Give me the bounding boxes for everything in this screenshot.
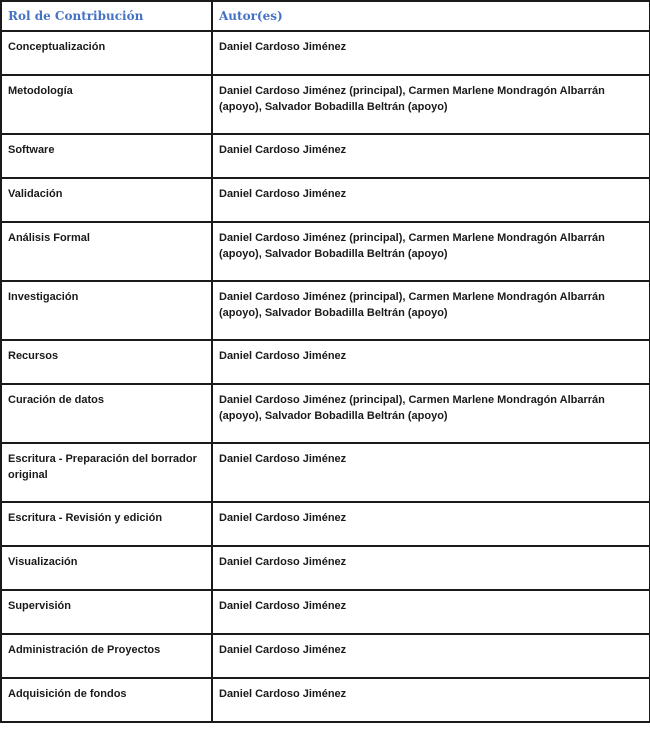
table-row <box>1 178 650 222</box>
role-cell: Validación <box>1 178 212 222</box>
authors-cell: Daniel Cardoso Jiménez <box>212 443 650 502</box>
authors-cell: Daniel Cardoso Jiménez (principal), Carmen Marlene Mondragón Albarrán (apoyo), Salvador Bobadilla Beltrán (apoyo) <box>212 222 650 281</box>
role-cell: Curación de datos <box>1 384 212 443</box>
role-cell: Software <box>1 134 212 178</box>
table-row <box>1 634 650 678</box>
role-cell: Supervisión <box>1 590 212 634</box>
table-row <box>1 443 650 502</box>
authors-cell: Daniel Cardoso Jiménez <box>212 590 650 634</box>
role-cell: Metodología <box>1 75 212 134</box>
role-cell: Investigación <box>1 281 212 340</box>
table-row <box>1 281 650 340</box>
table-row <box>1 590 650 634</box>
role-cell: Adquisición de fondos <box>1 678 212 722</box>
table-header-row <box>1 1 650 31</box>
authors-cell: Daniel Cardoso Jiménez <box>212 502 650 546</box>
role-cell: Recursos <box>1 340 212 384</box>
authors-cell: Daniel Cardoso Jiménez <box>212 178 650 222</box>
authors-cell: Daniel Cardoso Jiménez <box>212 546 650 590</box>
authors-cell: Daniel Cardoso Jiménez <box>212 634 650 678</box>
table-row <box>1 340 650 384</box>
header-authors: Autor(es) <box>212 1 650 31</box>
role-cell: Administración de Proyectos <box>1 634 212 678</box>
authors-cell: Daniel Cardoso Jiménez <box>212 134 650 178</box>
role-cell: Visualización <box>1 546 212 590</box>
authors-cell: Daniel Cardoso Jiménez (principal), Carmen Marlene Mondragón Albarrán (apoyo), Salvador Bobadilla Beltrán (apoyo) <box>212 384 650 443</box>
table-row <box>1 75 650 134</box>
table-row <box>1 31 650 75</box>
table-row <box>1 134 650 178</box>
authors-cell: Daniel Cardoso Jiménez (principal), Carmen Marlene Mondragón Albarrán (apoyo), Salvador Bobadilla Beltrán (apoyo) <box>212 281 650 340</box>
table-row <box>1 678 650 722</box>
header-role: Rol de Contribución <box>1 1 212 31</box>
role-cell: Análisis Formal <box>1 222 212 281</box>
table-row <box>1 384 650 443</box>
role-cell: Conceptualización <box>1 31 212 75</box>
role-cell: Escritura - Revisión y edición <box>1 502 212 546</box>
authors-cell: Daniel Cardoso Jiménez (principal), Carmen Marlene Mondragón Albarrán (apoyo), Salvador Bobadilla Beltrán (apoyo) <box>212 75 650 134</box>
table-row <box>1 222 650 281</box>
authors-cell: Daniel Cardoso Jiménez <box>212 678 650 722</box>
role-cell: Escritura - Preparación del borrador original <box>1 443 212 502</box>
table-row <box>1 546 650 590</box>
table-row <box>1 502 650 546</box>
authors-cell: Daniel Cardoso Jiménez <box>212 340 650 384</box>
authors-cell: Daniel Cardoso Jiménez <box>212 31 650 75</box>
